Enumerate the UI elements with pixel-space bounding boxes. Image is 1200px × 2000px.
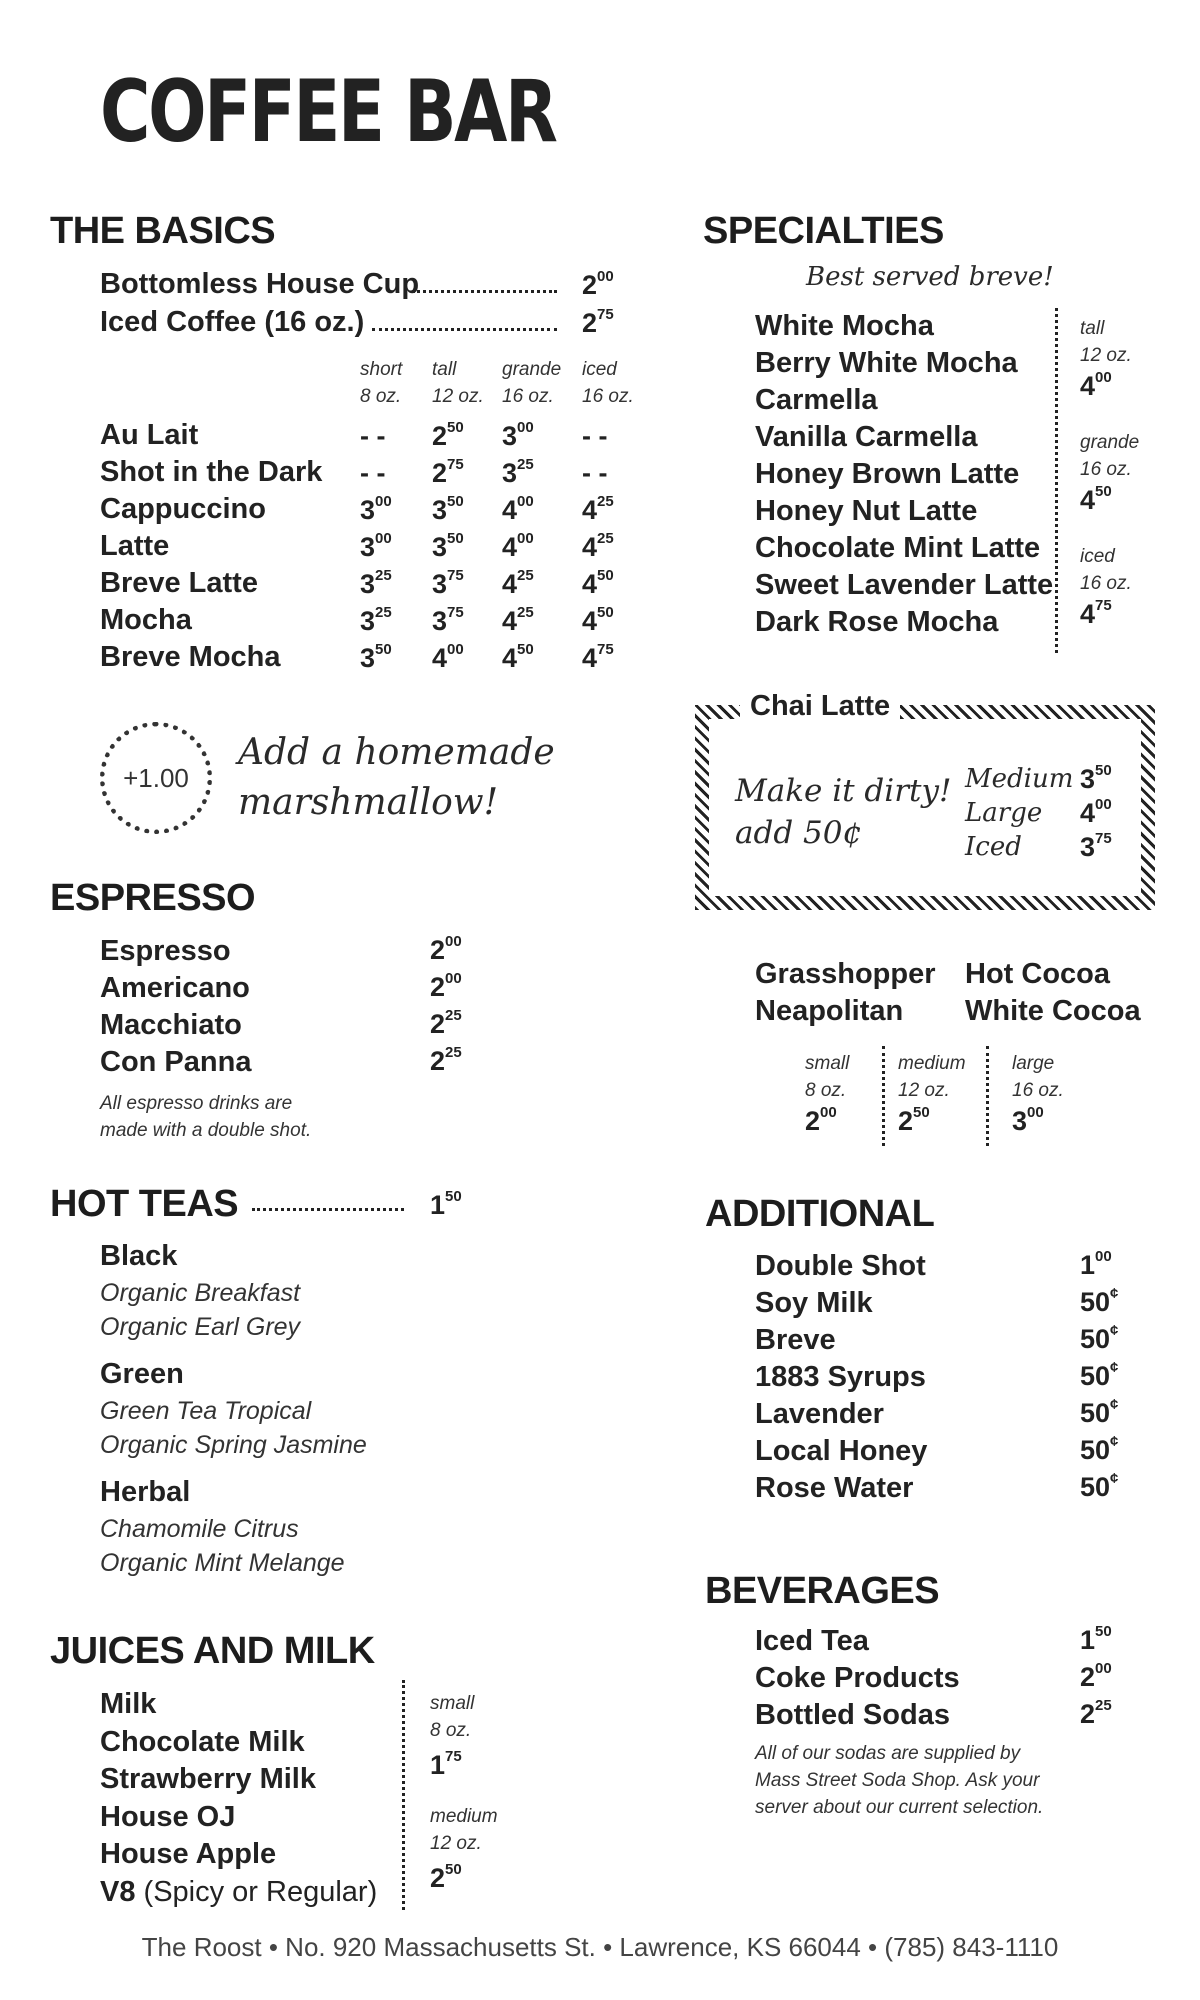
size-header — [432, 356, 484, 410]
basics-row-price: $3^{50}$ — [432, 493, 464, 525]
basics-row-price: $4^{25}$ — [502, 567, 534, 599]
additional-price: 50¢ — [1080, 1285, 1119, 1317]
espresso-item: Con Panna — [100, 1046, 252, 1078]
tea-variety: Organic Breakfast — [100, 1279, 301, 1307]
cocoa-divider-2 — [986, 1046, 989, 1146]
specialty-size-price: $4^{00}$ — [1080, 369, 1112, 401]
size-header — [360, 356, 402, 410]
basics-row-price: - - — [360, 458, 386, 488]
marshmallow-price: +1.00 — [123, 762, 189, 793]
basics-top-price: $2^{00}$ — [582, 268, 614, 300]
additional-price: 50¢ — [1080, 1433, 1119, 1465]
chai-size-price: $4^{00}$ — [1080, 796, 1112, 828]
beverages-note — [755, 1740, 1043, 1821]
size-label: grande — [1080, 432, 1140, 453]
juice-item: House OJ — [100, 1800, 236, 1833]
basics-top-price: $2^{75}$ — [582, 306, 614, 338]
juice-size-price: $2^{50}$ — [430, 1861, 462, 1893]
price-leader — [372, 328, 557, 331]
tea-variety: Chamomile Citrus — [100, 1515, 299, 1543]
footer-contact: The Roost • No. 920 Massachusetts St. • Lawrence, KS 66044 • (785) 843-1110 — [141, 1932, 1059, 1962]
marshmallow-line-1: Add a homemade — [238, 732, 555, 773]
basics-row-price: - - — [360, 421, 386, 451]
basics-row-price: $4^{25}$ — [582, 530, 614, 562]
v8-note: (Spicy or Regular) — [135, 1875, 378, 1908]
specialty-item: Carmella — [755, 384, 878, 416]
chai-dirty-note — [735, 770, 951, 854]
size-oz: 16 oz. — [1012, 1080, 1064, 1101]
cocoa-item: White Cocoa — [965, 995, 1141, 1027]
beverages-heading: BEVERAGES — [705, 1570, 940, 1612]
specialty-item: Chocolate Mint Latte — [755, 532, 1041, 564]
basics-row-name: Shot in the Dark — [100, 456, 323, 488]
basics-row-price: $4^{25}$ — [582, 493, 614, 525]
size-label: grande — [502, 359, 562, 380]
size-label: small — [805, 1053, 850, 1074]
size-oz: 16 oz. — [1080, 459, 1132, 480]
juice-size — [430, 1690, 474, 1744]
size-label: medium — [430, 1806, 498, 1827]
specialty-item: Honey Nut Latte — [755, 495, 978, 527]
cocoa-size — [898, 1050, 966, 1104]
espresso-price: $2^{25}$ — [430, 1044, 462, 1076]
specialty-size — [1080, 429, 1139, 483]
basics-row-price: - - — [582, 421, 608, 451]
chai-size-name: Iced — [965, 832, 1022, 862]
basics-row-name: Breve Mocha — [100, 641, 281, 673]
juice-size-price: $1^{75}$ — [430, 1748, 462, 1780]
tea-category: Black — [100, 1240, 178, 1272]
basics-row-name: Au Lait — [100, 419, 199, 451]
basics-row-price: $3^{00}$ — [360, 530, 392, 562]
size-oz: 8 oz. — [805, 1080, 847, 1101]
juice-size — [430, 1803, 498, 1857]
chai-dirty-line-2: add 50¢ — [735, 815, 863, 851]
tea-variety: Organic Mint Melange — [100, 1549, 345, 1577]
specialty-item: Vanilla Carmella — [755, 421, 978, 453]
tea-variety: Green Tea Tropical — [100, 1397, 312, 1425]
specialties-heading: SPECIALTIES — [703, 210, 944, 252]
juice-item: House Apple — [100, 1838, 277, 1870]
additional-price: 50¢ — [1080, 1396, 1119, 1428]
cocoa-item: Grasshopper — [755, 958, 936, 990]
basics-row-price: $4^{50}$ — [582, 567, 614, 599]
basics-row-price: $4^{75}$ — [582, 641, 614, 673]
basics-row-price: $3^{00}$ — [502, 419, 534, 451]
beverage-price: $1^{50}$ — [1080, 1623, 1112, 1655]
additional-item: Lavender — [755, 1398, 884, 1430]
chai-size-price: $3^{50}$ — [1080, 762, 1112, 794]
size-label: tall — [432, 359, 457, 380]
basics-row-price: - - — [582, 458, 608, 488]
specialty-size — [1080, 543, 1132, 597]
cocoa-size — [805, 1050, 849, 1104]
specialty-item: Sweet Lavender Latte — [755, 569, 1054, 601]
basics-row-price: $3^{50}$ — [360, 641, 392, 673]
espresso-item: Espresso — [100, 935, 231, 967]
specialty-size-price: $4^{75}$ — [1080, 597, 1112, 629]
beverage-item: Bottled Sodas — [755, 1699, 950, 1731]
size-label: small — [430, 1693, 475, 1714]
beverage-item: Coke Products — [755, 1662, 960, 1694]
chai-size-name: Medium — [965, 764, 1074, 794]
hot-teas-heading: HOT TEAS — [50, 1183, 239, 1225]
cocoa-size-price: $2^{00}$ — [805, 1104, 837, 1136]
marshmallow-line-2: marshmallow! — [238, 782, 499, 823]
basics-row-price: $3^{75}$ — [432, 604, 464, 636]
beverage-item: Iced Tea — [755, 1625, 869, 1657]
cocoa-divider-1 — [882, 1046, 885, 1146]
basics-top-item: Iced Coffee (16 oz.) — [100, 306, 365, 338]
basics-row-price: $2^{75}$ — [432, 456, 464, 488]
menu-title: COFFEE BAR — [100, 62, 556, 162]
basics-row-price: $4^{50}$ — [582, 604, 614, 636]
cocoa-item: Hot Cocoa — [965, 958, 1110, 990]
espresso-note-line-2: made with a double shot. — [100, 1120, 312, 1141]
size-label: iced — [1080, 546, 1115, 567]
chai-dirty-line-1: Make it dirty! — [735, 773, 952, 809]
cocoa-size-price: $2^{50}$ — [898, 1104, 930, 1136]
additional-price: 50¢ — [1080, 1322, 1119, 1354]
espresso-note — [100, 1090, 311, 1144]
size-label: tall — [1080, 318, 1105, 339]
basics-row-price: $3^{50}$ — [432, 530, 464, 562]
marshmallow-note — [238, 728, 555, 828]
chai-size-price: $3^{75}$ — [1080, 830, 1112, 862]
chai-label: Chai Latte — [740, 690, 900, 723]
espresso-item: Macchiato — [100, 1009, 242, 1041]
basics-row-name: Latte — [100, 530, 170, 562]
specialty-item: Berry White Mocha — [755, 347, 1018, 379]
basics-row-price: $4^{00}$ — [502, 493, 534, 525]
juice-item: V8 (Spicy or Regular) — [100, 1875, 378, 1908]
specialty-item: Dark Rose Mocha — [755, 606, 999, 638]
juice-item: Strawberry Milk — [100, 1763, 316, 1795]
cocoa-item: Neapolitan — [755, 995, 904, 1027]
additional-heading: ADDITIONAL — [705, 1193, 935, 1235]
beverage-price: $2^{25}$ — [1080, 1697, 1112, 1729]
espresso-note-line-1: All espresso drinks are — [100, 1093, 293, 1114]
cocoa-size-price: $3^{00}$ — [1012, 1104, 1044, 1136]
size-oz: 12 oz. — [432, 386, 484, 407]
size-oz: 12 oz. — [898, 1080, 950, 1101]
tea-variety: Organic Earl Grey — [100, 1313, 301, 1341]
additional-item: Soy Milk — [755, 1287, 873, 1319]
price-leader — [412, 290, 557, 293]
specialty-item: White Mocha — [755, 310, 934, 342]
espresso-price: $2^{00}$ — [430, 933, 462, 965]
basics-row-name: Cappuccino — [100, 493, 266, 525]
basics-row-price: $4^{25}$ — [502, 604, 534, 636]
basics-row-price: $3^{25}$ — [360, 567, 392, 599]
size-label: large — [1012, 1053, 1055, 1074]
basics-row-price: $4^{00}$ — [432, 641, 464, 673]
juices-heading: JUICES AND MILK — [50, 1630, 375, 1672]
beverage-price: $2^{00}$ — [1080, 1660, 1112, 1692]
basics-row-price: $3^{25}$ — [360, 604, 392, 636]
size-oz: 16 oz. — [502, 386, 554, 407]
espresso-item: Americano — [100, 972, 250, 1004]
size-header — [502, 356, 561, 410]
basics-row-price: $2^{50}$ — [432, 419, 464, 451]
size-oz: 16 oz. — [1080, 573, 1132, 594]
chai-size-name: Large — [965, 798, 1043, 828]
size-oz: 16 oz. — [582, 386, 634, 407]
additional-price: 50¢ — [1080, 1359, 1119, 1391]
juice-item: Milk — [100, 1688, 157, 1720]
size-header — [582, 356, 634, 410]
additional-price: 50¢ — [1080, 1470, 1119, 1502]
basics-row-price: $3^{75}$ — [432, 567, 464, 599]
marshmallow-badge — [100, 722, 212, 834]
basics-heading: THE BASICS — [50, 210, 276, 252]
size-oz: 12 oz. — [430, 1833, 482, 1854]
specialties-divider — [1055, 308, 1058, 653]
espresso-heading: ESPRESSO — [50, 877, 256, 919]
juices-divider — [402, 1680, 405, 1910]
additional-item: Double Shot — [755, 1250, 926, 1282]
size-label: medium — [898, 1053, 966, 1074]
tea-variety: Organic Spring Jasmine — [100, 1431, 367, 1459]
basics-row-price: $3^{00}$ — [360, 493, 392, 525]
size-oz: 8 oz. — [360, 386, 402, 407]
basics-row-name: Mocha — [100, 604, 192, 636]
specialty-size — [1080, 315, 1132, 369]
specialty-item: Honey Brown Latte — [755, 458, 1020, 490]
additional-item: 1883 Syrups — [755, 1361, 926, 1393]
espresso-price: $2^{00}$ — [430, 970, 462, 1002]
additional-item: Local Honey — [755, 1435, 928, 1467]
basics-row-price: $3^{25}$ — [502, 456, 534, 488]
espresso-price: $2^{25}$ — [430, 1007, 462, 1039]
size-oz: 12 oz. — [1080, 345, 1132, 366]
beverages-note-line-3: server about our current selection. — [755, 1797, 1044, 1818]
specialty-size-price: $4^{50}$ — [1080, 483, 1112, 515]
beverages-note-line-2: Mass Street Soda Shop. Ask your — [755, 1770, 1040, 1791]
specialties-tagline: Best served breve! — [806, 262, 1054, 292]
tea-category: Herbal — [100, 1476, 191, 1508]
tea-category: Green — [100, 1358, 184, 1390]
basics-row-name: Breve Latte — [100, 567, 258, 599]
hot-teas-leader — [252, 1208, 404, 1211]
juice-item: Chocolate Milk — [100, 1725, 305, 1758]
cocoa-size — [1012, 1050, 1064, 1104]
hot-teas-price: $1^{50}$ — [430, 1188, 462, 1220]
size-label: short — [360, 359, 403, 380]
basics-row-price: $4^{50}$ — [502, 641, 534, 673]
basics-top-item: Bottomless House Cup — [100, 268, 420, 300]
size-oz: 8 oz. — [430, 1720, 472, 1741]
size-label: iced — [582, 359, 617, 380]
additional-price: $1^{00}$ — [1080, 1248, 1112, 1280]
additional-item: Rose Water — [755, 1472, 914, 1504]
additional-item: Breve — [755, 1324, 836, 1356]
basics-row-price: $4^{00}$ — [502, 530, 534, 562]
beverages-note-line-1: All of our sodas are supplied by — [755, 1743, 1021, 1764]
